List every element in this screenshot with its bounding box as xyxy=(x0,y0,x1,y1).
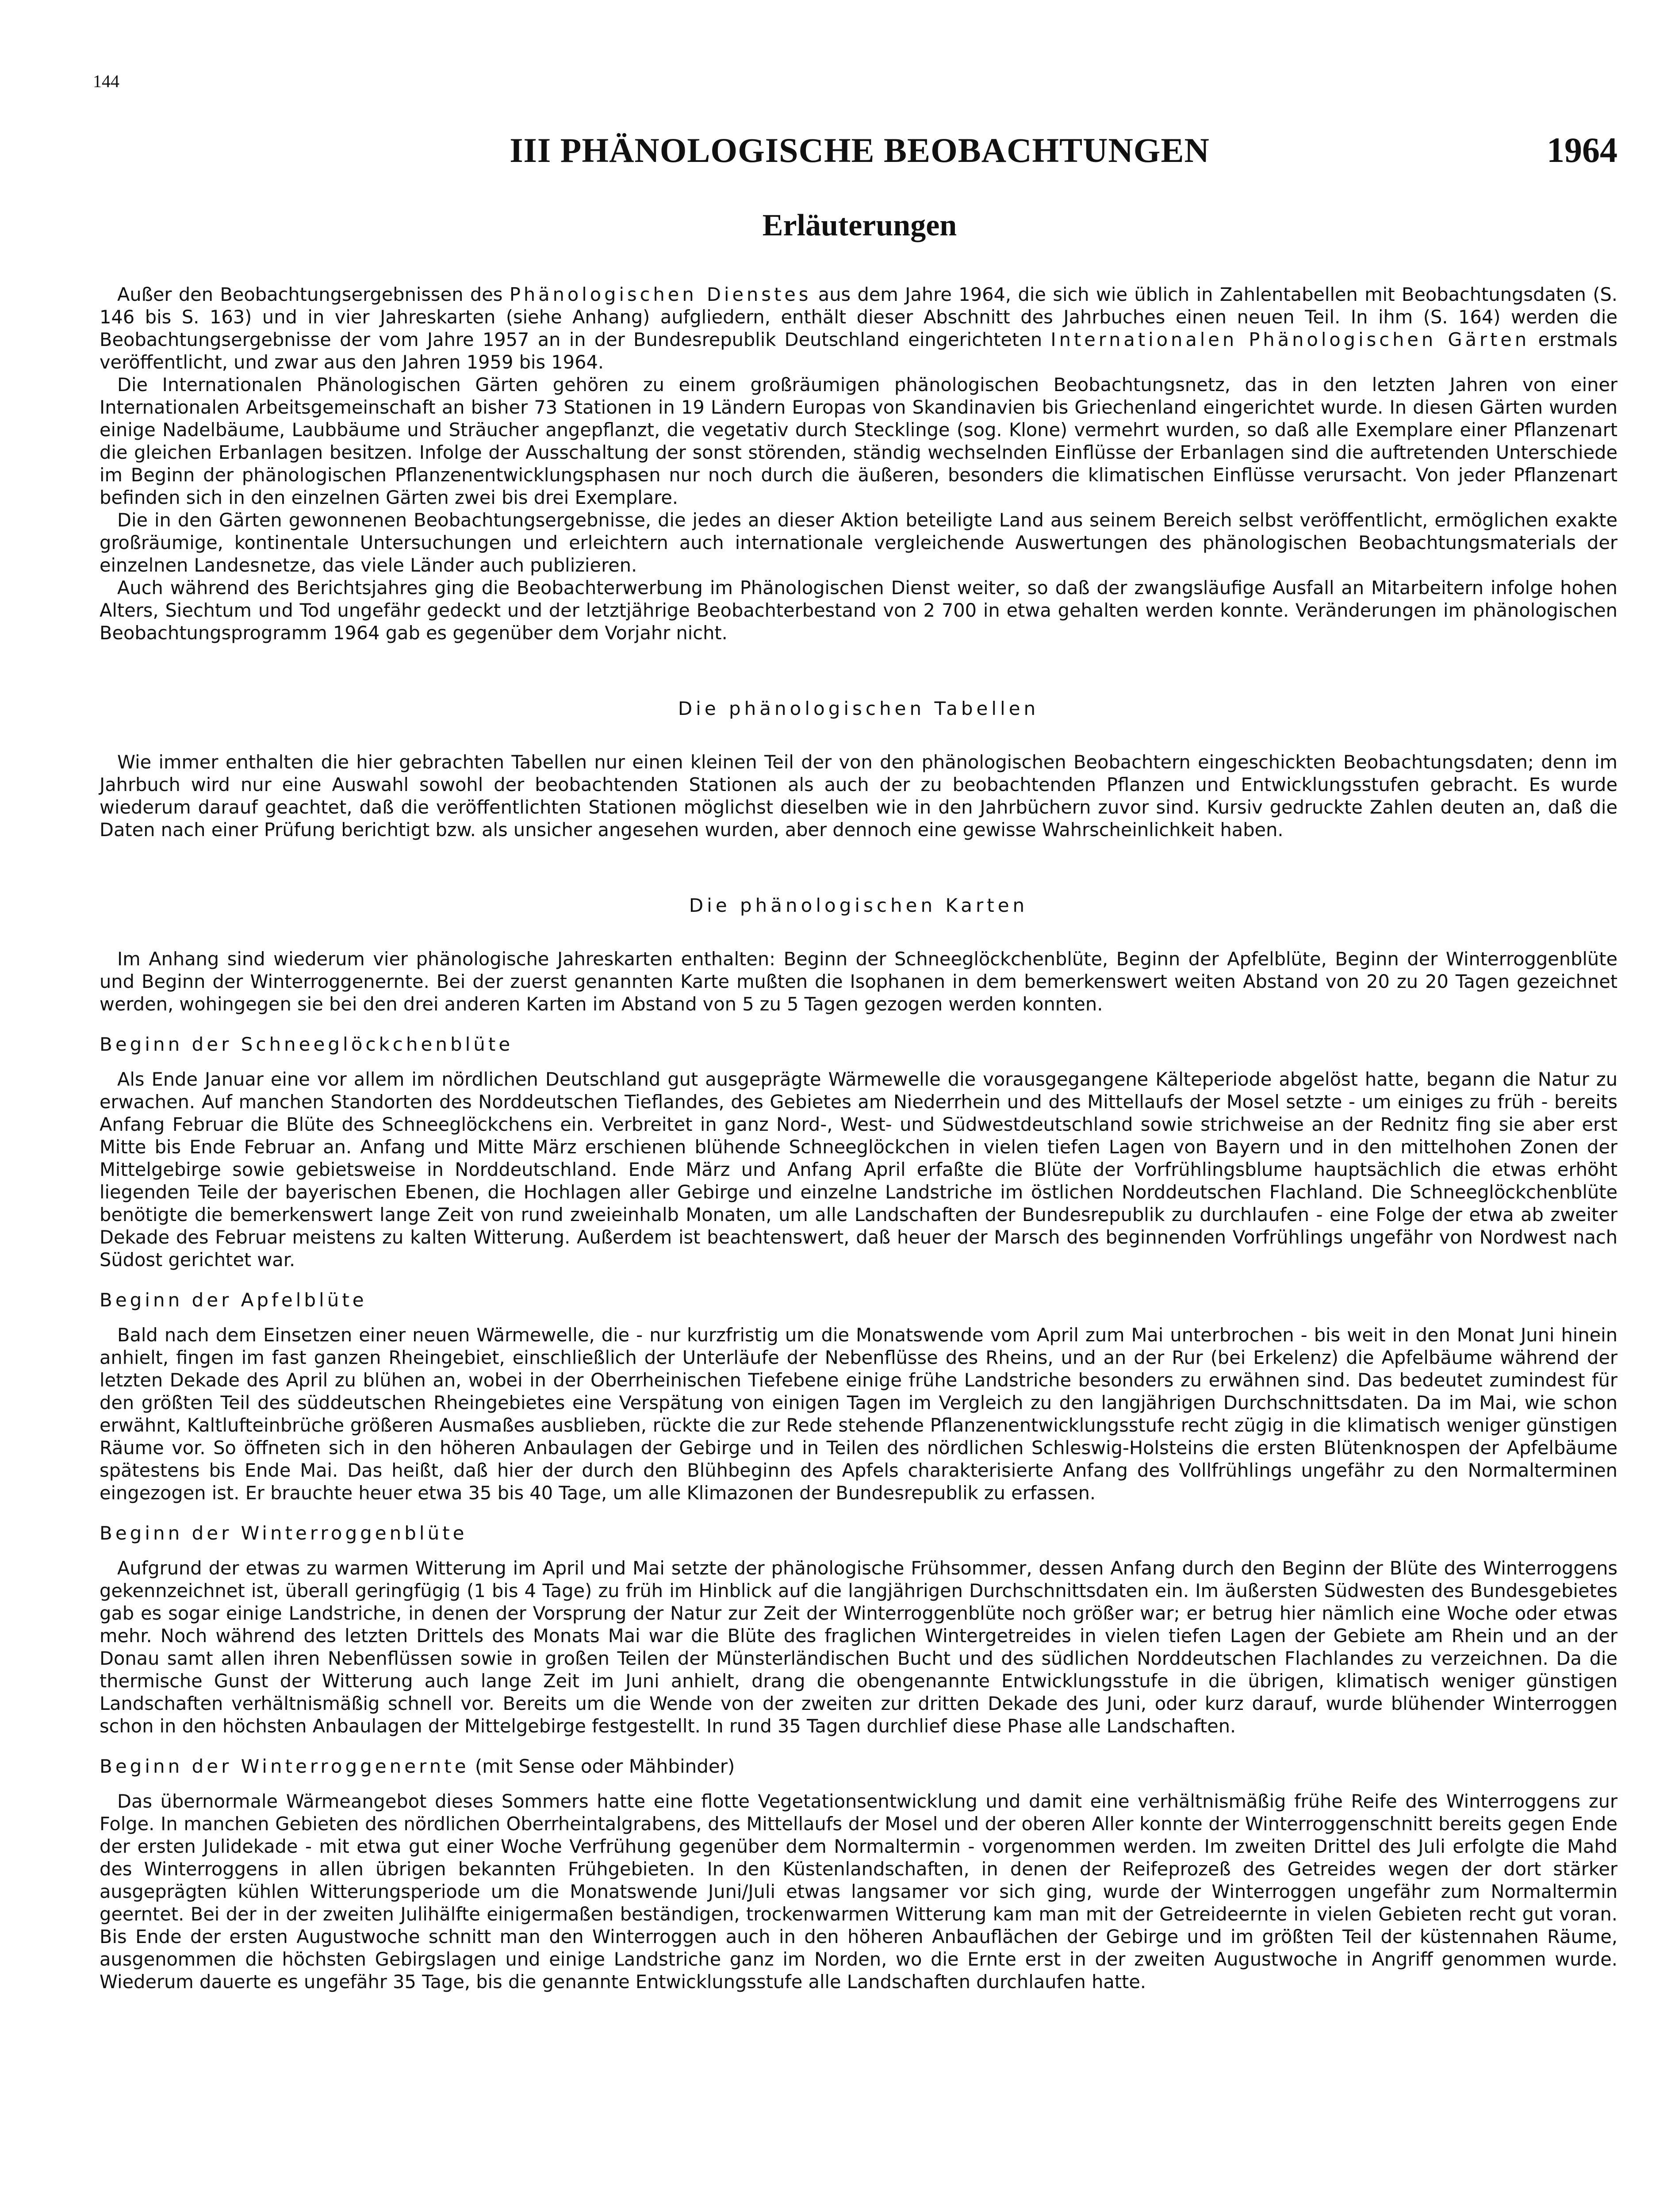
tables-section-heading: Die phänologischen Tabellen xyxy=(678,698,1039,719)
heading-row xyxy=(102,131,1618,179)
rye-bloom-heading: Beginn der Winterroggenblüte xyxy=(100,1522,468,1544)
rye-harvest-paragraph: Das übernormale Wärmeangebot dieses Sommers hatte eine flotte Vegetationsentwicklung und damit eine verhältnismäßig frühe Reife des Winterroggens zur Folge. In manchen Gebieten des nördlichen Oberrheintalgrabens, des Mittellaufs der Mosel und der oberen Aller konnte der Winterroggenschnitt bereits gegen Ende der ersten Julidekade - mit etwa gut einer Woche Verfrühung gegenüber dem Normaltermin - vorgenommen werden. Im zweiten Drittel des Juli erfolgte die Mahd des Winterroggens in allen übrigen bekannten Frühgebieten. In den Küstenlandschaften, in denen der Reifeprozeß des Getreides wegen der dort stärker ausgeprägten kühlen Witterungsperiode um die Monatswende Juni/Juli etwas langsamer vor sich ging, wurde der Winterroggen ungefähr zum Normaltermin geerntet. Bei der in der zweiten Julihälfte einigermaßen beständigen, trockenwarmen Witterung kam man mit der Getreideernte in vielen Gebieten recht gut voran. Bis Ende der ersten Augustwoche schnitt man den Winterroggen auch in den höheren Anbauflächen der Gebirge und im größten Teil der küstennahen Räume, ausgenommen die höchsten Gebirgslagen und einige Landstriche ganz im Norden, wo die Ernte erst in der zweiten Augustwoche in Angriff genommen wurde. Wiederum dauerte es ungefähr 35 Tage, bis die genannte Entwicklungsstufe alle Landschaften durchlaufen hatte. xyxy=(100,1790,1618,1993)
intro-paragraph-3: Die in den Gärten gewonnenen Beobachtungsergebnisse, die jedes an dieser Aktion beteiligte Land aus seinem Bereich selbst veröffentlicht, ermöglichen exakte großräumige, kontinentale Untersuchungen und erleichtern auch internationale vergleichende Auswertungen des phänologischen Beobachtungsmaterials der einzelnen Landesnetze, das viele Länder auch publizieren. xyxy=(100,509,1618,576)
intro-paragraph-4: Auch während des Berichtsjahres ging die Beobachterwerbung im Phänologischen Dienst weiter, so daß der zwangsläufige Ausfall an Mitarbeitern infolge hohen Alters, Siechtum und Tod ungefähr gedeckt und der letztjährige Beobachterbestand von 2 700 in etwa gehalten werden konnte. Veränderungen im phänologischen Beobachtungsprogramm 1964 gab es gegenüber dem Vorjahr nicht. xyxy=(100,577,1618,644)
tables-paragraph: Wie immer enthalten die hier gebrachten Tabellen nur einen kleinen Teil der von den phänologischen Beobachtern eingeschickten Beobachtungsdaten; denn im Jahrbuch wird nur eine Auswahl sowohl der beobachtenden Stationen als auch der zu beobachtenden Pflanzen und Entwicklungsstufen gebracht. Es wurde wiederum darauf geachtet, daß die veröffentlichten Stationen möglichst dieselben wie in den Jahrbüchern zuvor sind. Kursiv gedruckte Zahlen deuten an, daß die Daten nach einer Prüfung berichtigt bzw. als unsicher angesehen wurden, aber dennoch eine gewisse Wahrscheinlichkeit haben. xyxy=(100,751,1618,841)
rye-bloom-paragraph: Aufgrund der etwas zu warmen Witterung im April und Mai setzte der phänologische Frühsommer, dessen Anfang durch den Beginn der Blüte des Winterroggens gekennzeichnet ist, überall geringfügig (1 bis 4 Tage) zu früh im Hinblick auf die langjährigen Durchschnittsdaten ein. Im äußersten Südwesten des Bundesgebietes gab es sogar einige Landstriche, in denen der Vorsprung der Natur zur Zeit der Winterroggenblüte noch größer war; er betrug hier nämlich eine Woche oder etwas mehr. Noch während des letzten Drittels des Monats Mai war die Blüte des fraglichen Wintergetreides in vielen tiefen Lagen der Gebiete am Rhein und an der Donau samt allen ihren Nebenflüssen sowie in großen Teilen der Münsterländischen Bucht und des südlichen Norddeutschen Flachlandes zu verzeichnen. Da die thermische Gunst der Witterung auch lange Zeit im Juni anhielt, drang die obengenannte Entwicklungsstufe in die übrigen, klimatisch weniger günstigen Landschaften verhältnismäßig schnell vor. Bereits um die Wende von der zweiten zur dritten Dekade des Juni, oder kurz darauf, wurde blühender Winterroggen schon in den höchsten Anbaulagen der Mittelgebirge festgestellt. In rund 35 Tagen durchlief diese Phase alle Landschaften. xyxy=(100,1557,1618,1737)
maps-paragraph: Im Anhang sind wiederum vier phänologische Jahreskarten enthalten: Beginn der Schneeglöckchenblüte, Beginn der Apfelblüte, Beginn der Winterroggenblüte und Beginn der Winterroggenernte. Bei der zuerst genannten Karte mußten die Isophanen in dem bemerkenswert weiten Abstand von 20 zu 20 Tagen gezeichnet werden, wohingegen sie bei den drei anderen Karten im Abstand von 5 zu 5 Tagen gezogen werden konnten. xyxy=(100,948,1618,1015)
page-number: 144 xyxy=(93,71,119,91)
maps-section-heading: Die phänologischen Karten xyxy=(689,895,1028,916)
intro-paragraph-2: Die Internationalen Phänologischen Gärten gehören zu einem großräumigen phänologischen Beobachtungsnetz, das in den letzten Jahren von einer Internationalen Arbeitsgemeinschaft an bisher 73 Stationen in 19 Ländern Europas von Skandinavien bis Griechenland eingerichtet wurde. In diesen Gärten wurden einige Nadelbäume, Laubbäume und Sträucher angepflanzt, die vegetativ durch Stecklinge (sog. Klone) vermehrt wurden, so daß alle Exemplare einer Pflanzenart die gleichen Erbanlagen besitzen. Infolge der Ausschaltung der sonst störenden, ständig wechselnden Einflüsse der Erbanlagen sind die auftretenden Unterschiede im Beginn der phänologischen Pflanzenentwicklungsphasen nur noch durch die äußeren, besonders die klimatischen Einflüsse verursacht. Von jeder Pflanzenart befinden sich in den einzelnen Gärten zwei bis drei Exemplare. xyxy=(100,374,1618,508)
sub-title: Erläuterungen xyxy=(762,208,957,242)
snowdrop-heading: Beginn der Schneeglöckchenblüte xyxy=(100,1033,514,1055)
content-body xyxy=(100,283,1618,1993)
apple-paragraph: Bald nach dem Einsetzen einer neuen Wärmewelle, die - nur kurzfristig um die Monatswende vom April zum Mai unterbrochen - bis weit in den Monat Juni hinein anhielt, fingen im fast ganzen Rheingebiet, einschließlich der Unterläufe der Nebenflüsse des Rheins, und an der Rur (bei Erkelenz) die Apfelbäume während der letzten Dekade des April zu blühen an, wobei in der Oberrheinischen Tiefebene einige frühe Landstriche besonders zu erwähnen sind. Das bedeutet zumindest für den größten Teil des süddeutschen Rheingebietes eine Verspätung von einigen Tagen im Vergleich zu den langjährigen Durchschnittsdaten. Da im Mai, wie schon erwähnt, Kaltlufteinbrüche größeren Ausmaßes ausblieben, rückte die zur Rede stehende Pflanzenentwicklungsstufe recht zügig in die klimatisch weniger günstigen Räume vor. So öffneten sich in den höheren Anbaulagen der Gebirge und in Teilen des nördlichen Schleswig-Holsteins die ersten Blütenknospen der Apfelbäume spätestens bis Ende Mai. Das heißt, daß hier der durch den Blühbeginn des Apfels charakterisierte Anfang des Vollfrühlings ungefähr zu den Normalterminen eingezogen ist. Er brauchte heuer etwa 35 bis 40 Tage, um alle Klimazonen der Bundesrepublik zu erfassen. xyxy=(100,1324,1618,1504)
intro-paragraph-1: Außer den Beobachtungsergebnissen des Phänologischen Dienstes aus dem Jahre 1964, die sich wie üblich in Zahlentabellen mit Beobachtungsdaten (S. 146 bis S. 163) und in vier Jahreskarten (siehe Anhang) aufgliedern, enthält dieser Abschnitt des Jahrbuches einen neuen Teil. In ihm (S. 164) werden die Beobachtungsergebnisse der vom Jahre 1957 an in der Bundesrepublik Deutschland eingerichteten Internationalen Phänologischen Gärten erstmals veröffentlicht, und zwar aus den Jahren 1959 bis 1964. xyxy=(100,284,1618,373)
apple-heading: Beginn der Apfelblüte xyxy=(100,1289,367,1311)
year-label: 1964 xyxy=(1547,131,1618,170)
snowdrop-paragraph: Als Ende Januar eine vor allem im nördlichen Deutschland gut ausgeprägte Wärmewelle die vorausgegangene Kälteperiode abgelöst hatte, begann die Natur zu erwachen. Auf manchen Standorten des Norddeutschen Tieflandes, des Gebietes am Niederrhein und des Mittellaufs der Mosel setzte - um einiges zu früh - bereits Anfang Februar die Blüte des Schneeglöckchens ein. Verbreitet in ganz Nord-, West- und Südwestdeutschland sowie strichweise an der Rednitz fing sie aber erst Mitte bis Ende Februar an. Anfang und Mitte März erschienen blühende Schneeglöckchen in vielen tiefen Lagen von Bayern und in den mittelhohen Zonen der Mittelgebirge sowie gebietsweise in Norddeutschland. Ende März und Anfang April erfaßte die Blüte der Vorfrühlingsblume hauptsächlich die etwas erhöht liegenden Teile der bayerischen Ebenen, die Hochlagen aller Gebirge und einzelne Landstriche im östlichen Norddeutschen Flachland. Die Schneeglöckchenblüte benötigte die bemerkenswert lange Zeit von rund zweieinhalb Monaten, um alle Landschaften der Bundesrepublik zu durchlaufen - eine Folge der etwa ab zweiter Dekade des Februar meistens zu kalten Witterung. Außerdem ist beachtenswert, daß heuer der Marsch des beginnenden Vorfrühlings ungefähr von Nordwest nach Südost gerichtet war. xyxy=(100,1068,1618,1271)
rye-harvest-heading: Beginn der Winterroggenernte (mit Sense oder Mähbinder) xyxy=(100,1755,735,1777)
chapter-title: III PHÄNOLOGISCHE BEOBACHTUNGEN xyxy=(510,131,1210,169)
